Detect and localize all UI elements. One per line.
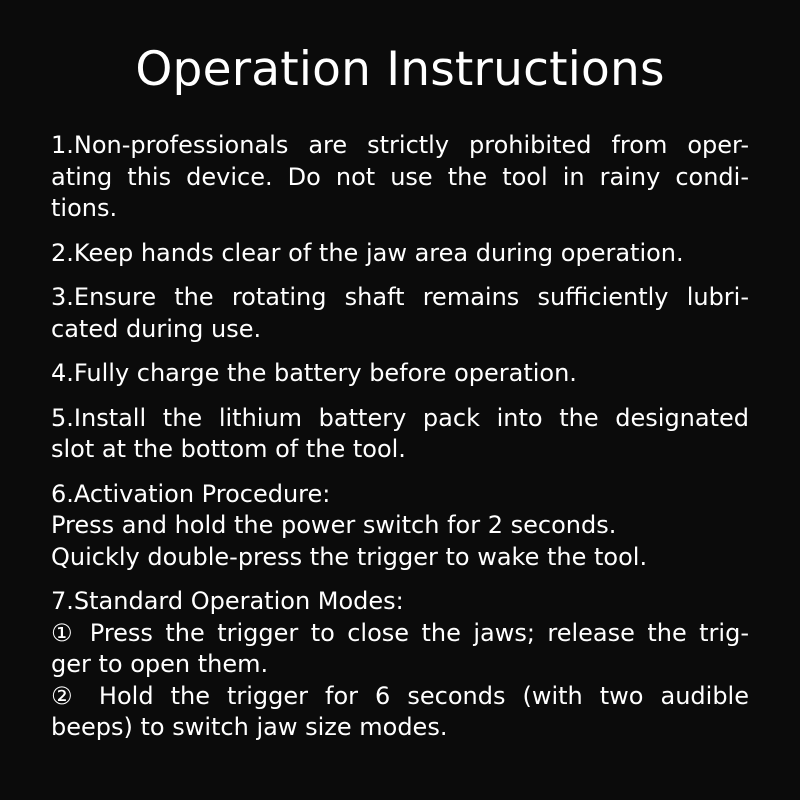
page-title: Operation Instructions <box>135 42 665 97</box>
instruction-line: ② Hold the trigger for 6 seconds (with two audible <box>51 681 749 710</box>
instruction-item-6 <box>51 479 749 574</box>
instruction-line: slot at the bottom of the tool. <box>51 435 406 463</box>
instruction-item-4 <box>51 358 749 390</box>
instruction-line: 7.Standard Operation Modes: <box>51 587 404 615</box>
instruction-line: 1.Non-professionals are strictly prohibited from oper- <box>51 131 749 159</box>
instruction-line: 5.Install the lithium battery pack into the designated <box>51 403 749 432</box>
instruction-line: beeps) to switch jaw size modes. <box>51 713 448 741</box>
instruction-line: ating this device. Do not use the tool in rainy condi- <box>51 162 749 191</box>
instruction-line: 2.Keep hands clear of the jaw area during operation. <box>51 238 684 267</box>
instruction-line: Quickly double-press the trigger to wake the tool. <box>51 542 648 571</box>
instructions-list <box>51 130 749 757</box>
instruction-line: Press and hold the power switch for 2 seconds. <box>51 511 617 539</box>
instruction-item-3 <box>51 282 749 345</box>
instruction-line: 3.Ensure the rotating shaft remains sufficiently lubri- <box>51 283 749 311</box>
instruction-item-5 <box>51 403 749 466</box>
instruction-item-1 <box>51 130 749 225</box>
instruction-line: ger to open them. <box>51 650 269 678</box>
instruction-line: 6.Activation Procedure: <box>51 479 331 508</box>
instruction-line: cated during use. <box>51 314 262 343</box>
instruction-line: ① Press the trigger to close the jaws; release the trig- <box>51 618 749 647</box>
instruction-line: tions. <box>51 194 118 222</box>
instruction-item-2 <box>51 238 749 270</box>
instruction-item-7 <box>51 586 749 744</box>
instruction-line: 4.Fully charge the battery before operation. <box>51 359 577 387</box>
